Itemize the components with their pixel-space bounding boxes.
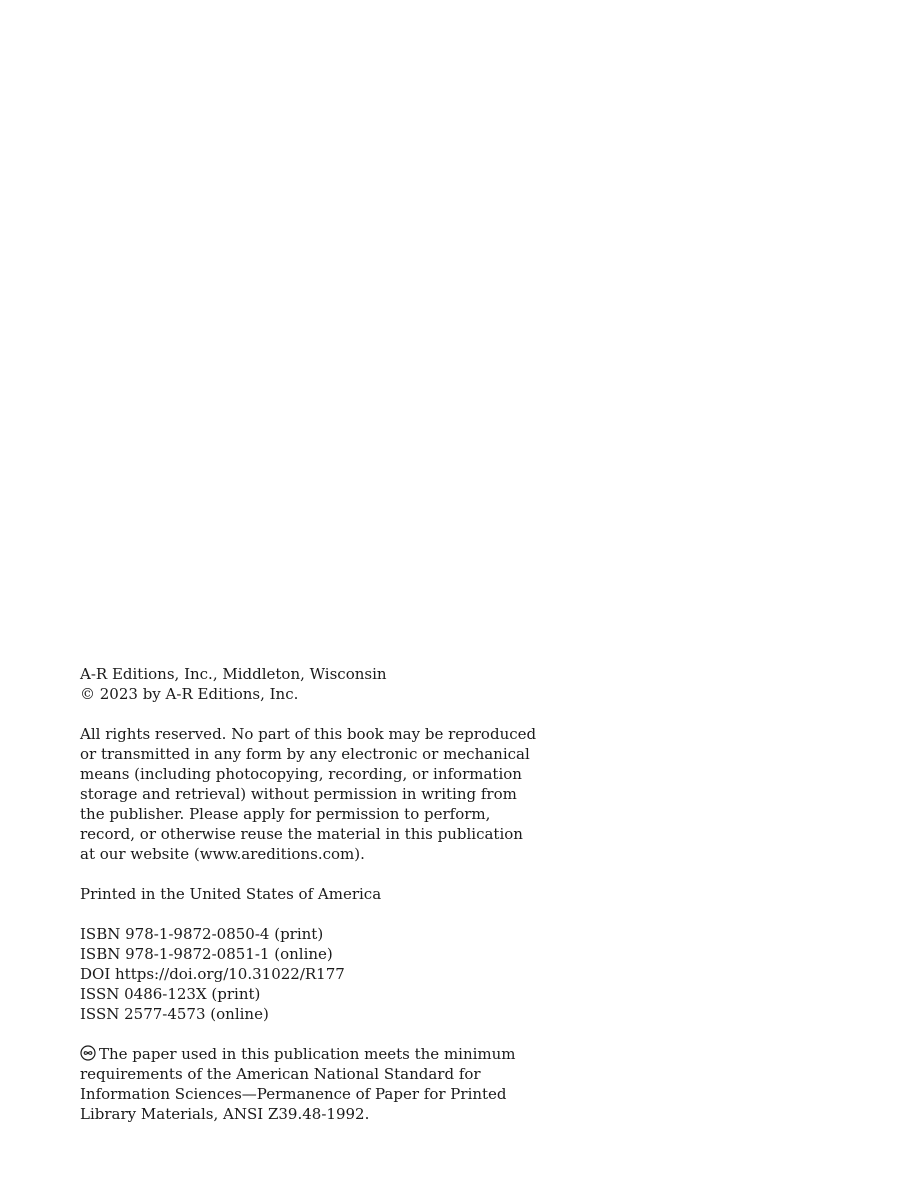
rights-line: or transmitted in any form by any electronic or mechanical — [80, 745, 530, 763]
rights-line: the publisher. Please apply for permission to perform, — [80, 805, 491, 823]
isbn-online-line: ISBN 978-1-9872-0851-1 (online) — [80, 945, 333, 963]
paper-line: Library Materials, ANSI Z39.48-1992. — [80, 1105, 370, 1123]
rights-line: at our website (www.areditions.com). — [80, 845, 365, 863]
infinity-paper-permanence-icon — [80, 1045, 96, 1061]
paper-permanence-block — [80, 1044, 540, 1124]
paper-line: Information Sciences—Permanence of Paper for Printed — [80, 1085, 507, 1103]
rights-line: means (including photocopying, recording, or information — [80, 765, 522, 783]
doi-line: DOI https://doi.org/10.31022/R177 — [80, 965, 345, 983]
issn-print-line: ISSN 0486-123X (print) — [80, 985, 261, 1003]
paper-line-first — [80, 1044, 540, 1064]
publisher-line: A-R Editions, Inc., Middleton, Wisconsin — [80, 665, 387, 683]
printed-in-line: Printed in the United States of America — [80, 885, 382, 903]
printed-block — [80, 884, 540, 904]
paper-line: requirements of the American National Standard for — [80, 1065, 481, 1083]
rights-line: storage and retrieval) without permission in writing from — [80, 785, 517, 803]
isbn-print-line: ISBN 978-1-9872-0850-4 (print) — [80, 925, 324, 943]
rights-line: record, or otherwise reuse the material in this publication — [80, 825, 523, 843]
publisher-block — [80, 664, 540, 704]
rights-block — [80, 724, 540, 864]
rights-line: All rights reserved. No part of this book may be reproduced — [80, 725, 537, 743]
copyright-line: © 2023 by A-R Editions, Inc. — [80, 685, 299, 703]
paper-line: The paper used in this publication meets the minimum — [99, 1045, 516, 1063]
colophon — [80, 664, 540, 1124]
issn-online-line: ISSN 2577-4573 (online) — [80, 1005, 269, 1023]
identifiers-block — [80, 924, 540, 1024]
